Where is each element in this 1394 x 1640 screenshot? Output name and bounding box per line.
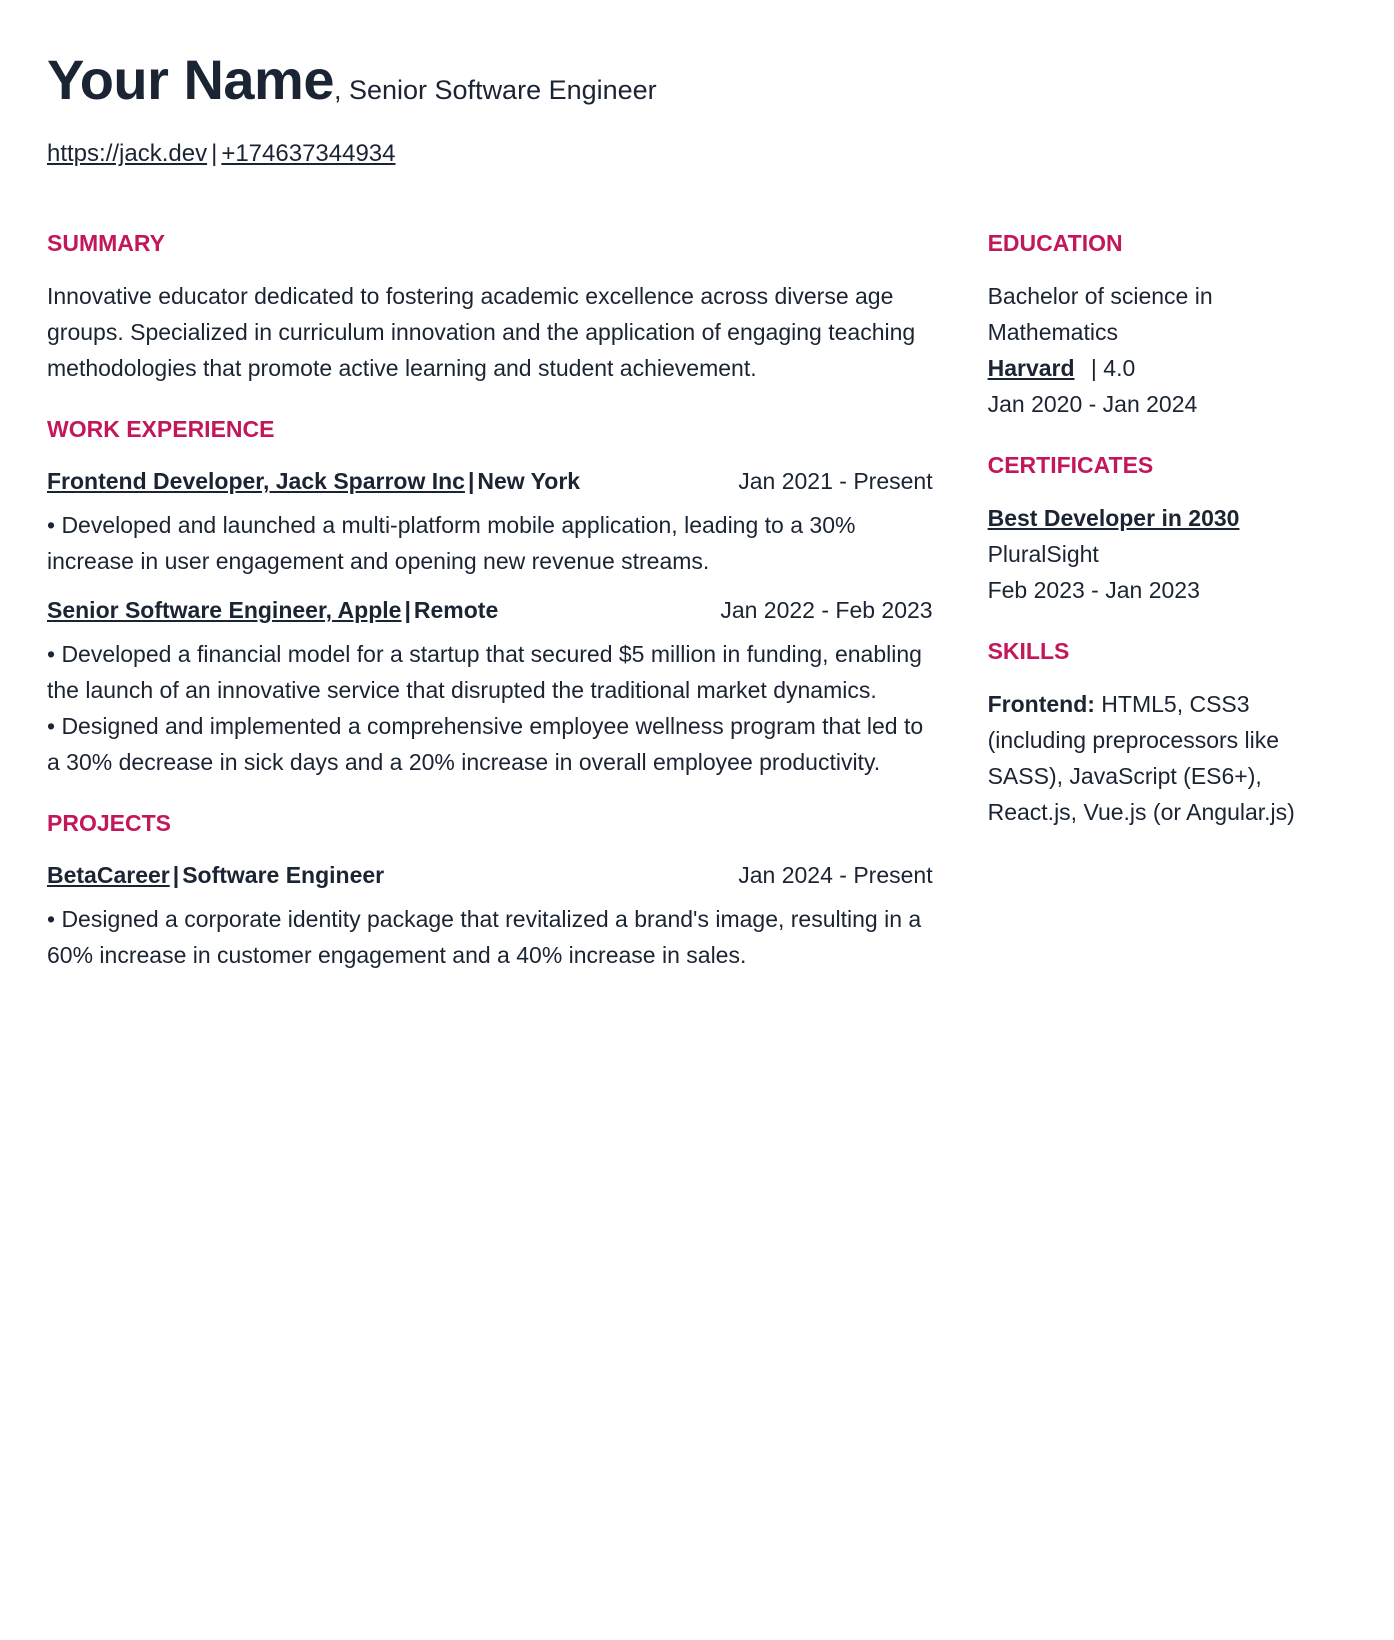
skills-section <box>988 636 1347 830</box>
projects-section <box>47 808 933 973</box>
candidate-name: Your Name <box>47 48 334 111</box>
work-entry <box>47 464 933 579</box>
project-role: Software Engineer <box>182 862 385 888</box>
project-bullet: • Designed a corporate identity package that revitalized a brand's image, resulting in a 60% increase in customer engagement and a 40% increase in sales. <box>47 906 922 968</box>
education-date: Jan 2020 - Jan 2024 <box>987 391 1198 417</box>
certificate-issuer: PluralSight <box>987 541 1099 567</box>
work-role-company-link[interactable]: Senior Software Engineer, Apple <box>47 597 402 623</box>
work-entry-title <box>47 464 580 498</box>
work-location: New York <box>477 468 581 494</box>
certificate-link[interactable]: Best Developer in 2030 <box>987 505 1240 531</box>
work-date: Jan 2021 - Present <box>738 468 933 494</box>
work-entry <box>47 593 933 780</box>
work-entry-header <box>47 593 933 627</box>
work-bullet: • Developed and launched a multi-platform mobile application, leading to a 30% increase in user engagement and opening new revenue streams. <box>47 512 856 574</box>
skills-line <box>988 686 1347 830</box>
work-bullet: • Designed and implemented a comprehensive employee wellness program that led to a 30% decrease in sick days and a 20% increase in overall employee productivity. <box>47 713 924 775</box>
education-gpa: 4.0 <box>1103 355 1136 381</box>
education-separator: | <box>1090 355 1097 381</box>
contact-separator: | <box>211 140 218 167</box>
projects-heading: PROJECTS <box>47 810 171 836</box>
work-separator: | <box>467 468 475 494</box>
project-separator: | <box>172 862 180 888</box>
work-role-company-link[interactable]: Frontend Developer, Jack Sparrow Inc <box>47 468 465 494</box>
project-date: Jan 2024 - Present <box>738 862 933 888</box>
work-bullet: • Developed a financial model for a startup that secured $5 million in funding, enabling the launch of an innovative service that disrupted the traditional market dynamics. <box>47 641 922 703</box>
phone-link[interactable]: +174637344934 <box>221 140 396 167</box>
work-separator: | <box>404 597 411 623</box>
education-degree: Bachelor of science in Mathematics <box>987 283 1213 345</box>
education-section <box>988 228 1347 422</box>
contact-line <box>47 138 1347 170</box>
education-school-line <box>988 350 1347 386</box>
certificates-heading: CERTIFICATES <box>987 452 1154 478</box>
work-entry-header <box>47 464 933 498</box>
school-link[interactable]: Harvard <box>987 355 1075 381</box>
work-heading: WORK EXPERIENCE <box>47 416 275 442</box>
certificate-name-line <box>988 500 1347 536</box>
project-entry-header <box>47 858 933 892</box>
work-section <box>47 414 933 780</box>
skills-value: HTML5, CSS3 (including preprocessors like SASS), JavaScript (ES6+), React.js, Vue.js (or Angular.js) <box>987 691 1295 825</box>
candidate-role: , Senior Software Engineer <box>333 75 657 105</box>
education-heading: EDUCATION <box>987 230 1123 256</box>
website-link[interactable]: https://jack.dev <box>47 140 208 167</box>
main-column <box>47 228 933 1001</box>
skills-heading: SKILLS <box>987 638 1070 664</box>
content-columns <box>47 228 1347 1001</box>
work-date: Jan 2022 - Feb 2023 <box>720 597 933 623</box>
summary-text: Innovative educator dedicated to fostering academic excellence across diverse age groups. Specialized in curriculum innovation and the application of engaging teaching methodologies that promote active learning and student achievement. <box>47 283 916 381</box>
certificate-date: Feb 2023 - Jan 2023 <box>987 577 1200 603</box>
name-line <box>47 48 1347 112</box>
certificates-section <box>988 450 1347 608</box>
project-entry-title <box>47 858 384 892</box>
skills-label: Frontend: <box>987 691 1095 717</box>
header <box>47 48 1347 170</box>
work-entry-title <box>47 593 498 627</box>
summary-section <box>47 228 933 386</box>
work-location: Remote <box>413 597 499 623</box>
summary-heading: SUMMARY <box>47 230 165 256</box>
project-entry <box>47 858 933 973</box>
project-name-link[interactable]: BetaCareer <box>47 862 170 888</box>
side-column <box>988 228 1347 1001</box>
